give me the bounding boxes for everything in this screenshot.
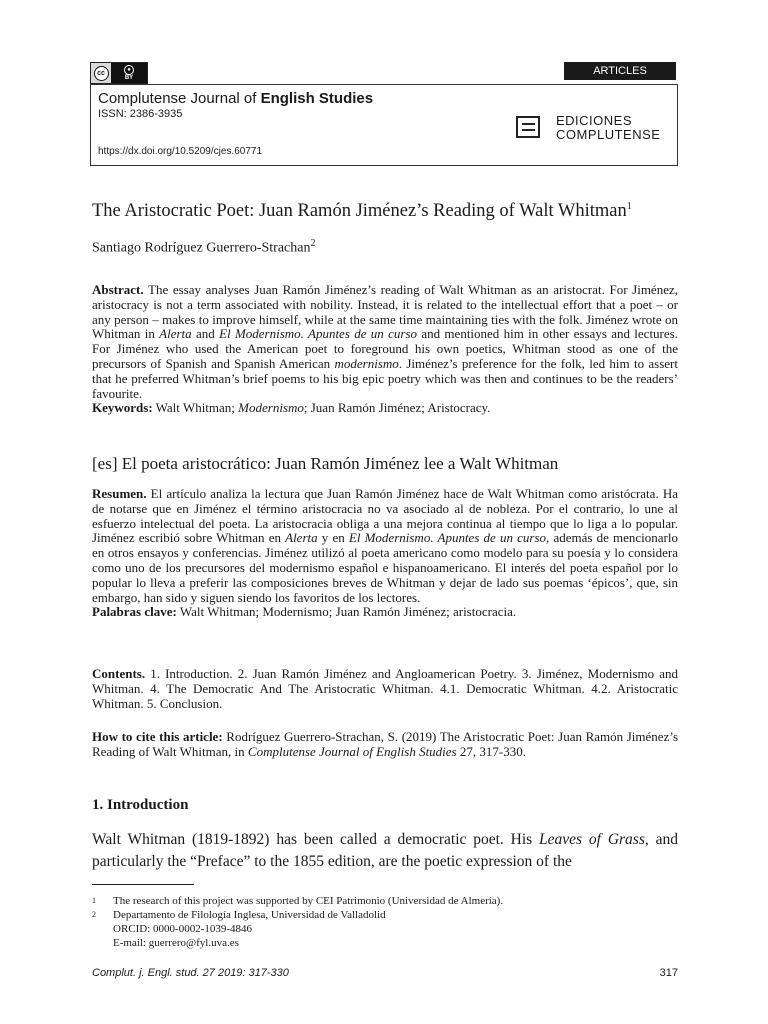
page-footer [92,967,678,979]
spanish-title: [es] El poeta aristocrático: Juan Ramón Jiménez lee a Walt Whitman [92,454,559,473]
page-number: 317 [659,967,678,979]
person-icon: ● [124,65,134,75]
footnote-ref[interactable]: 1 [626,201,632,212]
section-label: ARTICLES [564,62,676,80]
orcid: ORCID: 0000-0002-1039-4846 [113,923,253,935]
publisher-name: EDICIONES COMPLUTENSE [556,113,661,142]
footnotes [92,894,503,950]
how-to-cite: How to cite this article: Rodríguez Guerrero-Strachan, S. (2019) The Aristocratic Poet: Juan Ramón Jiménez’s Reading of Walt Whitman, in Complutense Journal of English Studies 27, 317-330. [92,729,678,759]
contents: Contents. 1. Introduction. 2. Juan Ramón Jiménez and Angloamerican Poetry. 3. Jiménez, Modernismo and Whitman. 4. The Democratic And The Aristocratic Whitman. 4.1. Democratic Whitman. 4.2. Aristocratic Whitman. 5. Conclusion. [92,666,678,711]
body-paragraph: Walt Whitman (1819-1892) has been called a democratic poet. His Leaves of Grass, and particularly the “Preface” to the 1855 edition, are the poetic expression of the [92,831,678,870]
article-title: The Aristocratic Poet: Juan Ramón Jiménez’s Reading of Walt Whitman$^1$ [92,201,632,222]
journal-citation: Complut. j. Engl. stud. 27 2019: 317-330 [92,967,289,979]
abstract: Abstract. The essay analyses Juan Ramón Jiménez’s reading of Walt Whitman as an aristocrat. For Jiménez, aristocracy is not a term associated with nobility. Instead, it is related to the intellectual effort that a poet – or any person – makes to improve himself, while at the same time maintaining ties with the folk. Jiménez wrote on Whitman in Alerta and El Modernismo. Apuntes de un curso and mentioned him in other essays and lectures. For Jiménez who used the American poet to foreground his own poetics, Whitman stood as one of the precursors of Spanish and Spanish American modernismo. Jiménez’s preference for the folk, led him to assert that he preferred Whitman’s brief poems to his big epic poetry which was then and continues to be the readers’ favourite. Keywords: Walt Whitman; Modernismo; Juan Ramón Jiménez; Aristocracy. [92,282,678,416]
issn: ISSN: 2386-3935 [98,108,183,120]
footnote-1: 1 The research of this project was supported by CEI Patrimonio (Universidad de Almería). [92,895,504,907]
publisher-logo-icon [516,116,540,138]
cc-by-license-badge [90,62,148,84]
footnote-2: 2 Departamento de Filología Inglesa, Universidad de Valladolid [92,909,386,921]
author-email[interactable]: E-mail: guerrero@fyl.uva.es [113,937,239,949]
by-icon [111,63,147,83]
footnote-ref[interactable]: 2 [310,238,316,249]
cc-icon: cc [91,63,111,83]
by-label: BY [124,75,134,81]
author-name: Santiago Rodríguez Guerrero-Strachan$^2$ [92,238,316,256]
section-heading: 1. Introduction [92,797,189,813]
footnote-divider [92,884,194,885]
resumen: Resumen. El artículo analiza la lectura que Juan Ramón Jiménez hace de Walt Whitman como aristócrata. Ha de notarse que en Jiménez el término aristocracia no va asociado al de nobleza. Por el contrario, lo une al esfuerzo intelectual del poeta. La aristocracia obliga a una mejora continua al tiempo que lo liga a lo popular. Jiménez escribió sobre Whitman en Alerta y en El Modernismo. Apuntes de un curso, además de mencionarlo en otros ensayos y conferencias. Jiménez utilizó al poeta americano como modelo para su poesía y lo considera como uno de los precursores del modernismo español e hispanoamericano. El interés del poeta español por lo popular lo lleva a preferir las composiciones breves de Whitman y dejar de lado sus poemas ‘épicos’, que, sin embargo, han sido y siguen siendo los favoritos de los lectores. Palabras clave: Walt Whitman; Modernismo; Juan Ramón Jiménez; aristocracia. [92,486,678,620]
doi-link[interactable]: https://dx.doi.org/10.5209/cjes.60771 [98,146,263,157]
journal-title: Complutense Journal of English Studies [98,90,374,107]
